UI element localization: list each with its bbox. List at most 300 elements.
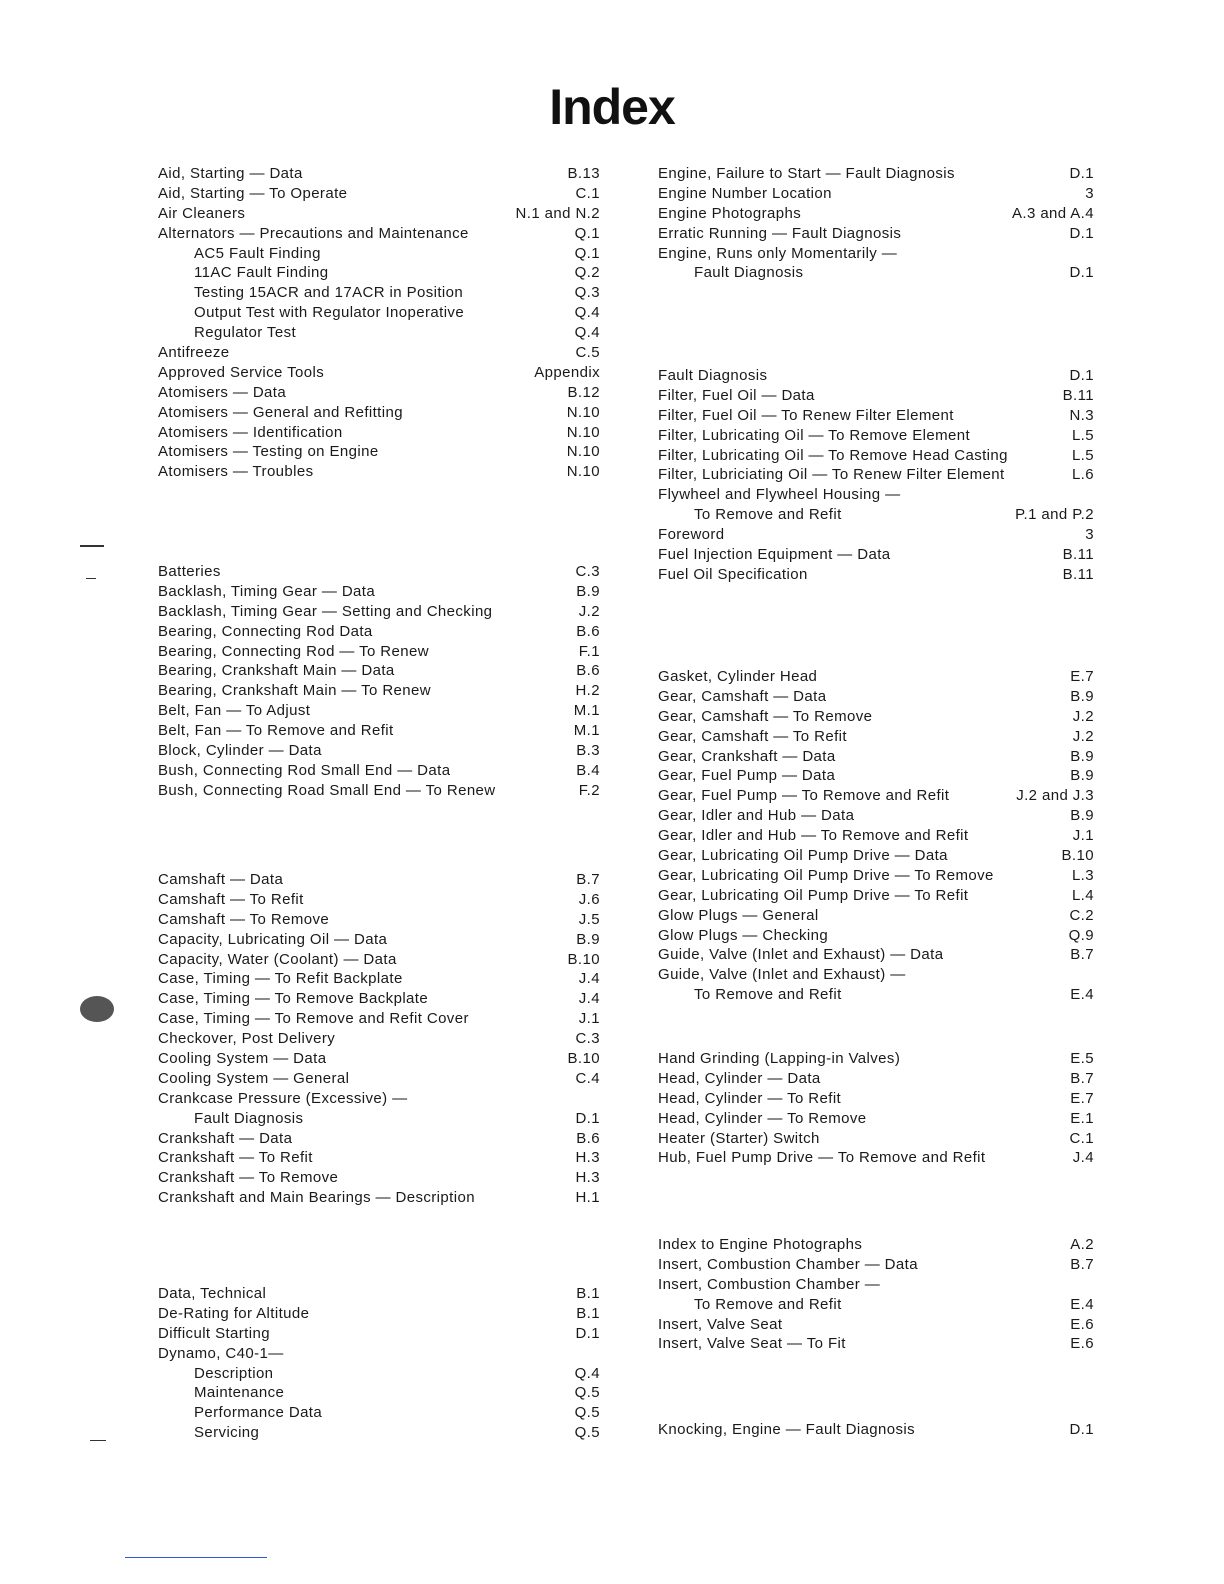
index-entry-label: Backlash, Timing Gear — Setting and Checking <box>158 602 493 620</box>
index-entry-label: Fault Diagnosis <box>194 1109 304 1127</box>
index-entry-page: N.10 <box>566 443 600 461</box>
index-entry-page: B.7 <box>1070 1069 1094 1087</box>
index-entry-label: Gasket, Cylinder Head <box>658 668 818 685</box>
index-entry-label: Gear, Lubricating Oil Pump Drive — To Refit <box>658 886 969 904</box>
index-entry-label: Description <box>194 1364 274 1382</box>
index-entry-label: 11AC Fault Finding <box>194 264 329 282</box>
index-entry <box>658 244 1094 264</box>
index-entry <box>658 446 1094 466</box>
index-entry-page: B.6 <box>576 1129 600 1147</box>
index-group-g <box>658 667 1094 1005</box>
index-entry-page: Q.5 <box>574 1424 600 1442</box>
index-entry <box>658 945 1094 965</box>
index-entry-label: Air Cleaners <box>158 204 246 222</box>
index-entry-page: H.1 <box>575 1189 600 1207</box>
index-entry-page: B.13 <box>567 165 600 182</box>
index-entry-page: J.6 <box>578 890 600 908</box>
index-entry-label: Fault Diagnosis <box>694 264 804 282</box>
index-entry-label: Backlash, Timing Gear — Data <box>158 582 376 600</box>
index-entry-label: Crankshaft — Data <box>158 1129 293 1147</box>
index-entry <box>158 303 600 323</box>
index-entry-page: Q.4 <box>574 324 600 342</box>
index-entry-page: 3 <box>1085 184 1094 202</box>
index-entry-page: Q.3 <box>574 284 600 302</box>
index-entry-label: Testing 15ACR and 17ACR in Position <box>194 284 464 302</box>
index-entry <box>658 366 1094 386</box>
index-entry <box>158 1324 600 1344</box>
index-entry-label: Glow Plugs — General <box>658 906 819 924</box>
index-entry-label: Filter, Lubricating Oil — To Remove Head Casting <box>658 446 1008 464</box>
index-entry-page: B.10 <box>567 950 600 968</box>
index-entry-label: Bearing, Crankshaft Main — To Renew <box>158 682 432 700</box>
index-entry <box>158 761 600 781</box>
index-entry-page: M.1 <box>573 722 600 740</box>
index-entry-label: Fuel Injection Equipment — Data <box>658 546 891 564</box>
index-group-b <box>158 562 600 801</box>
index-entry <box>158 642 600 662</box>
index-entry <box>658 565 1094 585</box>
index-entry <box>158 661 600 681</box>
index-entry-label: Flywheel and Flywheel Housing — <box>658 486 901 504</box>
index-entry-label: Gear, Crankshaft — Data <box>658 747 836 765</box>
index-entry-label: To Remove and Refit <box>694 986 842 1004</box>
index-entry <box>658 1235 1094 1255</box>
index-entry <box>158 1049 600 1069</box>
index-entry <box>658 687 1094 707</box>
index-entry-page: P.1 and P.2 <box>1015 506 1094 524</box>
index-entry-page: D.1 <box>1069 1421 1094 1438</box>
index-entry-label: Head, Cylinder — To Refit <box>658 1089 842 1107</box>
index-group-e <box>658 164 1094 283</box>
index-entry-page: J.1 <box>578 1010 600 1028</box>
index-entry <box>158 1009 600 1029</box>
index-entry <box>158 562 600 582</box>
index-entry <box>158 950 600 970</box>
index-entry-page: D.1 <box>1069 224 1094 242</box>
index-entry <box>158 781 600 801</box>
index-entry-label: Bush, Connecting Road Small End — To Renew <box>158 781 496 799</box>
index-entry <box>658 1148 1094 1168</box>
index-entry-label: Camshaft — To Refit <box>158 890 304 908</box>
index-entry-page: H.3 <box>575 1169 600 1187</box>
index-entry-label: Guide, Valve (Inlet and Exhaust) — <box>658 966 906 984</box>
index-entry-label: Crankshaft — To Refit <box>158 1149 313 1167</box>
index-entry-page: B.4 <box>576 761 600 779</box>
index-entry-page: N.10 <box>566 423 600 441</box>
index-entry <box>658 766 1094 786</box>
index-entry-label: Gear, Idler and Hub — Data <box>658 807 855 825</box>
index-entry-label: Atomisers — Identification <box>158 423 343 441</box>
index-group-f <box>658 366 1094 585</box>
index-entry-label: Gear, Lubricating Oil Pump Drive — To Remove <box>658 866 994 884</box>
index-entry-label: Crankshaft — To Remove <box>158 1169 339 1187</box>
index-entry-page: B.7 <box>1070 1255 1094 1273</box>
index-entry <box>158 263 600 283</box>
index-entry-page: B.1 <box>576 1285 600 1302</box>
index-entry <box>658 1334 1094 1354</box>
index-entry <box>658 806 1094 826</box>
index-entry-page: C.3 <box>575 1030 600 1048</box>
index-entry <box>158 890 600 910</box>
index-entry-page: B.9 <box>576 930 600 948</box>
index-entry <box>658 727 1094 747</box>
index-entry-page: Q.4 <box>574 304 600 322</box>
index-entry-page: E.6 <box>1070 1315 1094 1333</box>
index-entry-label: Hub, Fuel Pump Drive — To Remove and Refit <box>658 1149 986 1167</box>
index-entry <box>158 969 600 989</box>
index-entry-page: N.10 <box>566 463 600 481</box>
index-entry-page: B.3 <box>576 742 600 760</box>
index-entry-label: Belt, Fan — To Remove and Refit <box>158 722 394 740</box>
index-entry-page: N.3 <box>1069 406 1094 424</box>
index-entry-label: Bearing, Connecting Rod Data <box>158 622 373 640</box>
index-entry <box>158 721 600 741</box>
index-entry-page: A.3 and A.4 <box>1012 204 1094 222</box>
index-entry-page: J.2 <box>578 602 600 620</box>
index-entry <box>158 423 600 443</box>
index-entry-label: Gear, Lubricating Oil Pump Drive — Data <box>658 847 948 865</box>
index-entry-page: Appendix <box>534 363 600 381</box>
index-entry-page: B.9 <box>1070 807 1094 825</box>
index-group-a <box>158 164 600 482</box>
index-entry-label: Case, Timing — To Refit Backplate <box>158 970 403 988</box>
index-entry-label: Gear, Camshaft — To Remove <box>658 707 873 725</box>
index-entry <box>158 1383 600 1403</box>
scan-mark <box>90 1440 106 1441</box>
index-entry-page: L.3 <box>1071 866 1094 884</box>
index-entry <box>158 442 600 462</box>
index-entry-label: Aid, Starting — To Operate <box>158 184 348 202</box>
index-entry <box>158 622 600 642</box>
index-entry <box>658 1069 1094 1089</box>
index-entry <box>158 1304 600 1324</box>
index-entry-page: J.1 <box>1072 827 1094 845</box>
index-entry-label: Case, Timing — To Remove Backplate <box>158 990 429 1008</box>
index-entry-label: Atomisers — Troubles <box>158 463 314 481</box>
index-entry-label: Glow Plugs — Checking <box>658 926 829 944</box>
index-entry-page: B.9 <box>1070 767 1094 785</box>
index-entry <box>158 1029 600 1049</box>
index-entry-label: Maintenance <box>194 1384 285 1402</box>
index-entry-page: L.5 <box>1071 426 1094 444</box>
index-entry-page: C.3 <box>575 563 600 580</box>
index-entry-label: AC5 Fault Finding <box>194 244 321 262</box>
scan-blot <box>80 996 114 1022</box>
index-entry <box>158 323 600 343</box>
index-group-c <box>158 870 600 1208</box>
index-entry-label: Crankshaft and Main Bearings — Description <box>158 1189 475 1207</box>
index-entry-label: Head, Cylinder — Data <box>658 1069 821 1087</box>
index-entry <box>658 965 1094 985</box>
index-entry <box>158 1148 600 1168</box>
index-entry-page: H.3 <box>575 1149 600 1167</box>
index-entry-label: Head, Cylinder — To Remove <box>658 1109 867 1127</box>
index-entry <box>658 826 1094 846</box>
index-entry-page: C.4 <box>575 1069 600 1087</box>
index-entry-label: Bearing, Crankshaft Main — Data <box>158 662 395 680</box>
index-entry <box>658 465 1094 485</box>
index-entry <box>158 403 600 423</box>
index-entry-page: J.2 and J.3 <box>1016 787 1094 805</box>
index-entry-page: A.2 <box>1070 1236 1094 1253</box>
index-entry <box>158 1188 600 1208</box>
index-entry-label: Camshaft — To Remove <box>158 910 330 928</box>
index-entry-page: B.7 <box>576 871 600 888</box>
index-entry <box>658 886 1094 906</box>
index-entry-label: Fuel Oil Specification <box>658 565 808 583</box>
index-entry <box>658 204 1094 224</box>
index-entry-page: C.2 <box>1069 906 1094 924</box>
index-entry-page: D.1 <box>575 1109 600 1127</box>
index-entry-label: Filter, Fuel Oil — Data <box>658 386 815 404</box>
index-entry <box>658 485 1094 505</box>
index-entry <box>658 224 1094 244</box>
index-entry-page: Q.4 <box>574 1364 600 1382</box>
index-entry <box>158 204 600 224</box>
index-entry-label: Hand Grinding (Lapping-in Valves) <box>658 1050 901 1067</box>
index-entry <box>158 681 600 701</box>
index-entry <box>658 1089 1094 1109</box>
index-entry-label: Insert, Valve Seat — To Fit <box>658 1335 846 1353</box>
index-entry-page: H.2 <box>575 682 600 700</box>
index-entry <box>158 164 600 184</box>
index-entry-label: Gear, Fuel Pump — To Remove and Refit <box>658 787 950 805</box>
index-entry-label: Bearing, Connecting Rod — To Renew <box>158 642 429 660</box>
index-entry-page: Q.2 <box>574 264 600 282</box>
index-group-h <box>658 1049 1094 1168</box>
index-entry-page: B.9 <box>576 582 600 600</box>
index-entry <box>658 386 1094 406</box>
index-entry-label: Filter, Lubricating Oil — To Remove Element <box>658 426 971 444</box>
index-entry-label: To Remove and Refit <box>694 1295 842 1313</box>
index-group-i <box>658 1235 1094 1354</box>
index-entry-page: B.9 <box>1070 687 1094 705</box>
index-entry-label: Cooling System — General <box>158 1069 350 1087</box>
index-entry-label: Insert, Combustion Chamber — Data <box>658 1255 918 1273</box>
index-entry <box>158 1284 600 1304</box>
index-entry-label: Regulator Test <box>194 324 297 342</box>
index-entry-page: F.2 <box>578 781 600 799</box>
index-entry <box>658 906 1094 926</box>
index-entry <box>658 263 1094 283</box>
index-entry <box>158 930 600 950</box>
index-entry <box>158 701 600 721</box>
index-entry-page: Q.1 <box>574 224 600 242</box>
index-entry <box>158 283 600 303</box>
index-entry <box>658 1109 1094 1129</box>
index-entry <box>658 866 1094 886</box>
index-group-k <box>658 1420 1094 1440</box>
index-entry-page: D.1 <box>575 1324 600 1342</box>
index-entry <box>158 1423 600 1443</box>
index-entry <box>158 1069 600 1089</box>
index-entry-label: Dynamo, C40-1— <box>158 1344 284 1362</box>
index-entry-page: L.5 <box>1071 446 1094 464</box>
index-entry-page: N.1 and N.2 <box>515 204 600 222</box>
index-entry <box>658 747 1094 767</box>
index-entry-label: Atomisers — Data <box>158 383 287 401</box>
index-entry-page: C.1 <box>575 184 600 202</box>
index-entry-label: Engine, Failure to Start — Fault Diagnosis <box>658 165 955 182</box>
index-entry-label: Insert, Combustion Chamber — <box>658 1275 881 1293</box>
index-entry <box>158 1089 600 1109</box>
index-entry-label: Guide, Valve (Inlet and Exhaust) — Data <box>658 946 944 964</box>
scan-mark <box>80 545 104 547</box>
index-entry-label: To Remove and Refit <box>694 506 842 524</box>
index-entry-label: Camshaft — Data <box>158 871 284 888</box>
index-entry-page: Q.5 <box>574 1404 600 1422</box>
index-entry-label: Servicing <box>194 1424 260 1442</box>
index-entry-label: Engine, Runs only Momentarily — <box>658 244 898 262</box>
index-entry-page: E.6 <box>1070 1335 1094 1353</box>
index-entry-page: E.4 <box>1070 986 1094 1004</box>
index-entry <box>658 1275 1094 1295</box>
index-entry <box>158 184 600 204</box>
index-entry-page: M.1 <box>573 702 600 720</box>
index-entry-label: Gear, Idler and Hub — To Remove and Refit <box>658 827 969 845</box>
index-entry-page: J.5 <box>578 910 600 928</box>
index-entry <box>158 1109 600 1129</box>
index-entry-page: E.7 <box>1070 668 1094 685</box>
index-entry-label: Atomisers — General and Refitting <box>158 403 403 421</box>
index-entry-label: Gear, Camshaft — Data <box>658 687 827 705</box>
index-entry-page: B.11 <box>1062 546 1094 564</box>
index-entry-page: J.2 <box>1072 707 1094 725</box>
index-entry-page: D.1 <box>1069 165 1094 182</box>
index-entry-page: 3 <box>1085 526 1094 544</box>
index-entry <box>658 1129 1094 1149</box>
index-entry-label: Atomisers — Testing on Engine <box>158 443 379 461</box>
index-group-d <box>158 1284 600 1443</box>
index-entry <box>158 244 600 264</box>
index-entry-label: Performance Data <box>194 1404 323 1422</box>
index-entry <box>658 707 1094 727</box>
index-entry <box>658 985 1094 1005</box>
index-entry <box>158 870 600 890</box>
index-entry-label: Foreword <box>658 526 725 544</box>
index-entry-page: C.5 <box>575 344 600 362</box>
index-entry-page: B.6 <box>576 662 600 680</box>
index-entry <box>158 363 600 383</box>
index-entry-page: Q.5 <box>574 1384 600 1402</box>
index-entry-page: C.1 <box>1069 1129 1094 1147</box>
index-entry-label: Case, Timing — To Remove and Refit Cover <box>158 1010 469 1028</box>
index-entry-label: Approved Service Tools <box>158 363 325 381</box>
footer-rule <box>125 1557 267 1558</box>
index-entry-page: B.10 <box>1061 847 1094 865</box>
index-entry-label: Engine Number Location <box>658 184 832 202</box>
index-entry-label: Erratic Running — Fault Diagnosis <box>658 224 902 242</box>
index-entry <box>158 1344 600 1364</box>
index-entry-page: L.4 <box>1071 886 1094 904</box>
index-entry <box>158 910 600 930</box>
index-entry <box>658 846 1094 866</box>
index-entry <box>658 184 1094 204</box>
index-entry <box>158 602 600 622</box>
index-entry-label: Batteries <box>158 563 221 580</box>
index-entry <box>158 1403 600 1423</box>
index-entry-page: D.1 <box>1069 264 1094 282</box>
index-entry-label: Cooling System — Data <box>158 1050 327 1068</box>
index-entry-page: B.6 <box>576 622 600 640</box>
index-entry-label: Alternators — Precautions and Maintenance <box>158 224 469 242</box>
index-entry-page: J.4 <box>1072 1149 1094 1167</box>
index-entry <box>158 383 600 403</box>
index-entry-label: Filter, Fuel Oil — To Renew Filter Element <box>658 406 954 424</box>
index-entry <box>658 164 1094 184</box>
index-entry-label: Bush, Connecting Rod Small End — Data <box>158 761 451 779</box>
index-entry-page: J.4 <box>578 990 600 1008</box>
index-entry-label: Output Test with Regulator Inoperative <box>194 304 465 322</box>
index-entry <box>158 462 600 482</box>
index-entry-label: Heater (Starter) Switch <box>658 1129 820 1147</box>
index-entry-label: Engine Photographs <box>658 204 802 222</box>
index-entry-page: N.10 <box>566 403 600 421</box>
index-entry-page: E.5 <box>1070 1050 1094 1067</box>
index-entry-label: Data, Technical <box>158 1285 267 1302</box>
index-entry-page: F.1 <box>578 642 600 660</box>
index-entry-label: Knocking, Engine — Fault Diagnosis <box>658 1421 916 1438</box>
index-entry <box>658 426 1094 446</box>
index-entry-label: Block, Cylinder — Data <box>158 742 322 760</box>
index-entry-label: Difficult Starting <box>158 1324 270 1342</box>
index-entry-page: B.10 <box>567 1050 600 1068</box>
index-entry-page: J.2 <box>1072 727 1094 745</box>
index-entry-page: B.12 <box>567 383 600 401</box>
index-entry <box>158 1364 600 1384</box>
index-entry-page: E.7 <box>1070 1089 1094 1107</box>
index-entry <box>658 1049 1094 1069</box>
index-entry-label: Checkover, Post Delivery <box>158 1030 336 1048</box>
index-entry-page: B.11 <box>1062 386 1094 404</box>
index-entry-label: Fault Diagnosis <box>658 367 768 384</box>
index-entry <box>158 741 600 761</box>
index-entry-page: Q.9 <box>1068 926 1094 944</box>
index-entry-label: Aid, Starting — Data <box>158 165 303 182</box>
index-entry-label: De-Rating for Altitude <box>158 1304 310 1322</box>
index-entry-page: B.1 <box>576 1304 600 1322</box>
index-entry-page: E.1 <box>1070 1109 1094 1127</box>
index-entry <box>158 224 600 244</box>
index-entry-label: Antifreeze <box>158 344 230 362</box>
index-entry <box>158 343 600 363</box>
index-entry <box>658 926 1094 946</box>
index-entry <box>158 1168 600 1188</box>
index-entry <box>658 406 1094 426</box>
index-entry <box>658 1420 1094 1440</box>
index-entry-page: J.4 <box>578 970 600 988</box>
index-entry <box>158 582 600 602</box>
index-entry-page: Q.1 <box>574 244 600 262</box>
index-entry-label: Capacity, Water (Coolant) — Data <box>158 950 397 968</box>
scan-mark <box>86 578 96 579</box>
index-entry-label: Belt, Fan — To Adjust <box>158 702 311 720</box>
index-entry-label: Filter, Lubriciating Oil — To Renew Filter Element <box>658 466 1005 484</box>
index-entry-page: B.11 <box>1062 565 1094 583</box>
index-entry-page: D.1 <box>1069 367 1094 384</box>
index-entry-page: E.4 <box>1070 1295 1094 1313</box>
index-entry <box>658 545 1094 565</box>
index-entry-page: B.7 <box>1070 946 1094 964</box>
index-entry-label: Index to Engine Photographs <box>658 1236 863 1253</box>
index-entry-page: B.9 <box>1070 747 1094 765</box>
index-entry <box>158 1129 600 1149</box>
index-entry-label: Gear, Camshaft — To Refit <box>658 727 847 745</box>
index-entry <box>658 786 1094 806</box>
index-entry <box>658 1255 1094 1275</box>
index-entry <box>658 667 1094 687</box>
index-entry <box>158 989 600 1009</box>
